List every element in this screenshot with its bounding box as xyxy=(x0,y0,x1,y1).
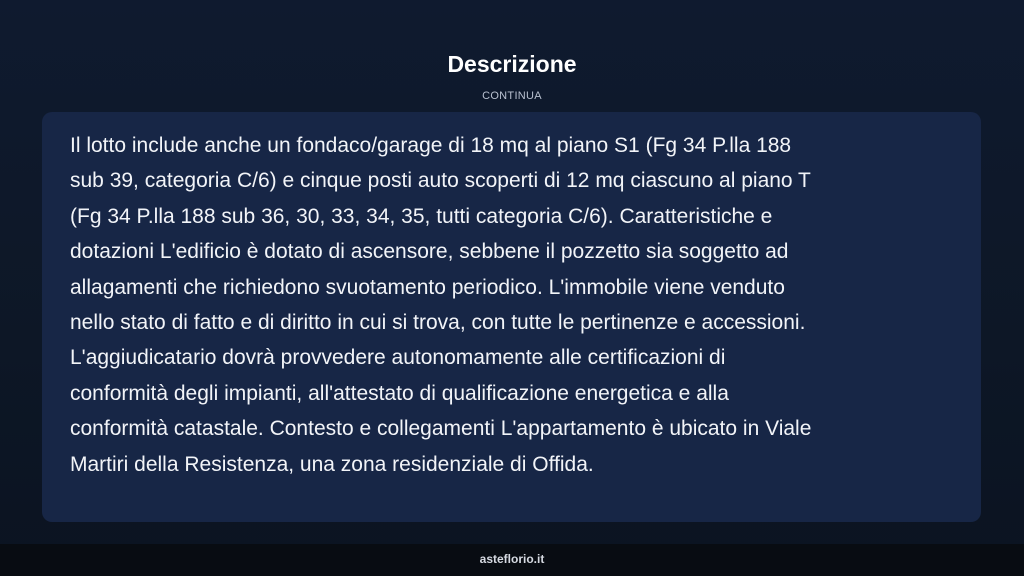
description-card xyxy=(42,112,981,522)
description-line: allagamenti che richiedono svuotamento periodico. L'immobile viene venduto xyxy=(70,275,785,299)
description-line: (Fg 34 P.lla 188 sub 36, 30, 33, 34, 35, tutti categoria C/6). Caratteristiche e xyxy=(70,204,773,228)
description-line: Il lotto include anche un fondaco/garage di 18 mq al piano S1 (Fg 34 P.lla 188 xyxy=(70,134,792,157)
description-line: Martiri della Resistenza, una zona residenziale di Offida. xyxy=(70,452,594,476)
page-title: Descrizione xyxy=(447,51,577,77)
description-line: L'aggiudicatario dovrà provvedere autonomamente alle certificazioni di xyxy=(70,346,726,370)
continue-label: CONTINUA xyxy=(482,90,542,102)
description-line: nello stato di fatto e di diritto in cui si trova, con tutte le pertinenze e accessioni. xyxy=(70,311,806,335)
description-line: conformità degli impianti, all'attestato di qualificazione energetica e alla xyxy=(70,381,729,405)
description-line: dotazioni L'edificio è dotato di ascensore, sebbene il pozzetto sia soggetto ad xyxy=(70,240,789,264)
description-line: sub 39, categoria C/6) e cinque posti auto scoperti di 12 mq ciascuno al piano T xyxy=(70,169,811,193)
description-text xyxy=(70,128,941,482)
footer-bar xyxy=(0,544,1024,576)
description-line: conformità catastale. Contesto e collegamenti L'appartamento è ubicato in Viale xyxy=(70,417,812,441)
site-name: asteflorio.it xyxy=(479,552,545,566)
